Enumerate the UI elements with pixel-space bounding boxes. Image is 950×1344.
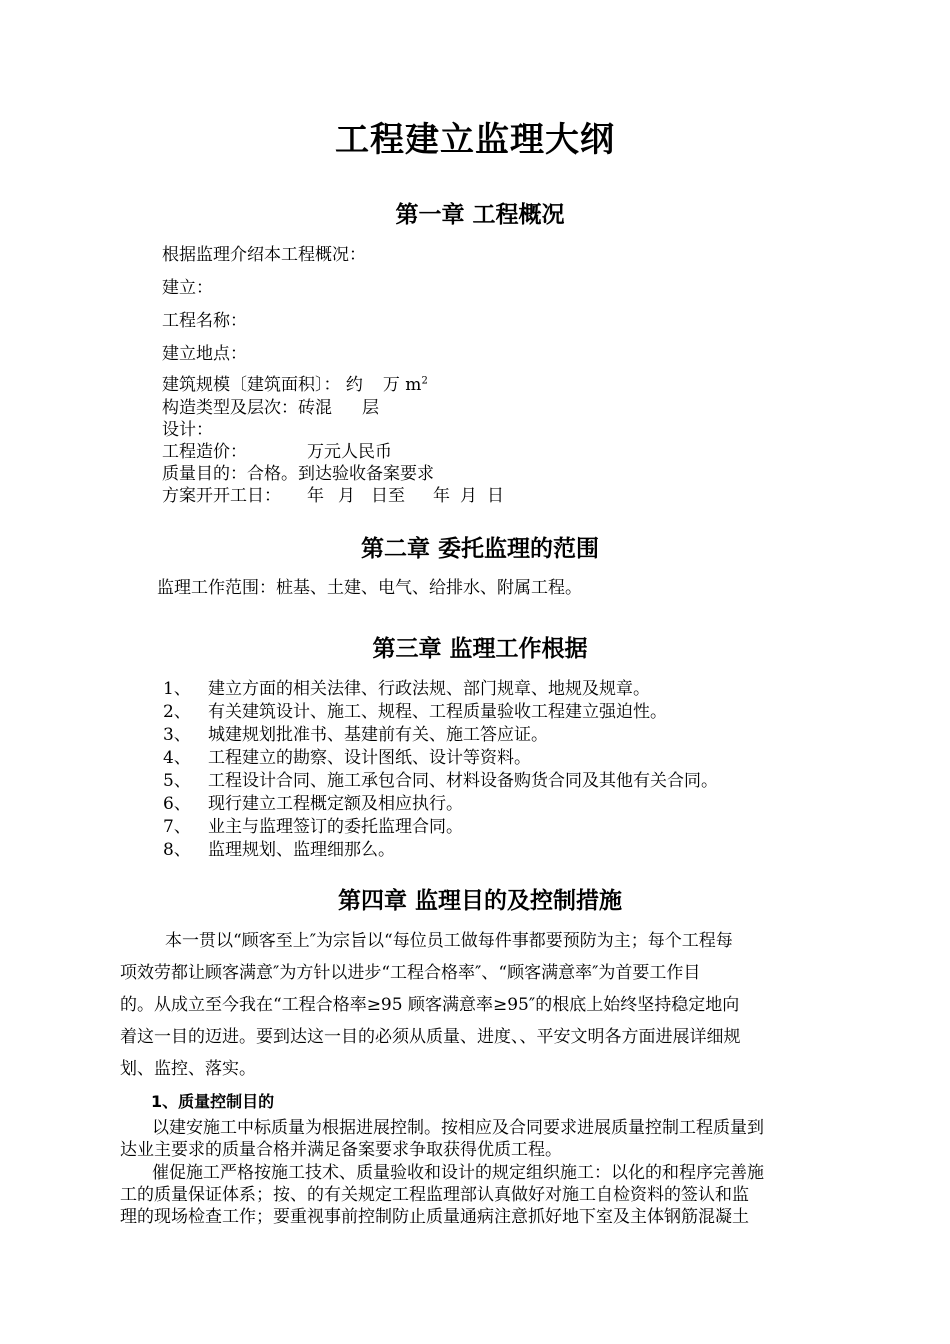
ch1-structure-unit: 层 (362, 398, 379, 418)
ch1-scale-unit: 万 m (382, 375, 422, 395)
ch4-subheading-quality: 1、质量控制目的 (151, 1092, 275, 1111)
list-item: 3、 城建规划批准书、基建前有关、施工答应证。 (163, 725, 548, 745)
paragraph-line: 以建安施工中标质量为根据进展控制。按相应及合同要求进展质量控制工程质量到 (152, 1118, 764, 1138)
chapter-2-heading: 第二章 委托监理的范围 (360, 536, 599, 562)
ch1-structure-label: 构造类型及层次：砖混 (162, 398, 332, 418)
chapter-1-heading: 第一章 工程概况 (395, 202, 565, 228)
ch1-scale-label: 建筑规模〔建筑面积〕： 约 (162, 375, 363, 395)
list-item: 1、 建立方面的相关法律、行政法规、部门规章、地规及规章。 (163, 679, 650, 699)
ch1-quality: 质量目的：合格。到达验收备案要求 (162, 464, 434, 484)
ch1-schedule-year: 年 (307, 486, 324, 506)
ch2-scope: 监理工作范围：桩基、土建、电气、给排水、附属工程。 (157, 578, 582, 598)
paragraph-line: 工的质量保证体系；按、的有关规定工程监理部认真做好对施工自检资料的签认和监 (120, 1185, 749, 1205)
ch1-schedule-label: 方案开开工日： (162, 486, 281, 506)
paragraph-line: 催促施工严格按施工技术、质量验收和设计的规定组织施工：以化的和程序完善施 (152, 1163, 764, 1183)
ch1-intro: 根据监理介绍本工程概况： (162, 245, 366, 265)
list-item: 6、 现行建立工程概定额及相应执行。 (163, 794, 463, 814)
ch1-design: 设计： (162, 420, 213, 440)
chapter-3-heading: 第三章 监理工作根据 (372, 636, 588, 662)
paragraph-line: 本一贯以“顾客至上″为宗旨以“每位员工做每件事都要预防为主；每个工程每 (165, 931, 733, 951)
ch1-build: 建立： (162, 278, 213, 298)
ch1-project-name: 工程名称： (162, 311, 247, 331)
paragraph-line: 理的现场检查工作；要重视事前控制防止质量通病注意抓好地下室及主体钢筋混凝土 (120, 1207, 749, 1227)
paragraph-line: 的。从成立至今我在“工程合格率≥95 顾客满意率≥95″的根底上始终坚持稳定地向 (120, 995, 740, 1015)
paragraph-line: 项效劳都让顾客满意″为方针以进步“工程合格率″、“顾客满意率″为首要工作目 (120, 963, 701, 983)
chapter-4-heading: 第四章 监理目的及控制措施 (337, 888, 622, 914)
ch1-schedule-day-2: 日 (487, 486, 504, 506)
ch1-location: 建立地点： (162, 344, 247, 364)
list-item: 8、 监理规划、监理细那么。 (163, 840, 395, 860)
ch1-schedule-month-2: 月 (460, 486, 477, 506)
ch1-schedule (162, 481, 504, 506)
ch1-schedule-day-to: 日至 (371, 486, 405, 506)
ch1-schedule-year-2: 年 (433, 486, 450, 506)
ch1-scale-sup: 2 (421, 375, 428, 387)
list-item: 2、 有关建筑设计、施工、规程、工程质量验收工程建立强迫性。 (163, 702, 667, 722)
ch1-scale (162, 370, 428, 395)
list-item: 7、 业主与监理签订的委托监理合同。 (163, 817, 463, 837)
ch1-cost-label: 工程造价： (162, 442, 247, 462)
paragraph-line: 着这一目的迈进。要到达这一目的必须从质量、进度、、平安文明各方面进展详细规 (120, 1027, 741, 1047)
list-item: 5、 工程设计合同、施工承包合同、材料设备购货合同及其他有关合同。 (163, 771, 718, 791)
ch1-cost-unit: 万元人民币 (307, 442, 392, 462)
document-title: 工程建立监理大纲 (335, 120, 615, 160)
list-item: 4、 工程建立的勘察、设计图纸、设计等资料。 (163, 748, 531, 768)
paragraph-line: 划、监控、落实。 (120, 1059, 256, 1079)
ch1-schedule-month: 月 (338, 486, 355, 506)
paragraph-line: 达业主要求的质量合格并满足备案要求争取获得优质工程。 (120, 1140, 562, 1160)
